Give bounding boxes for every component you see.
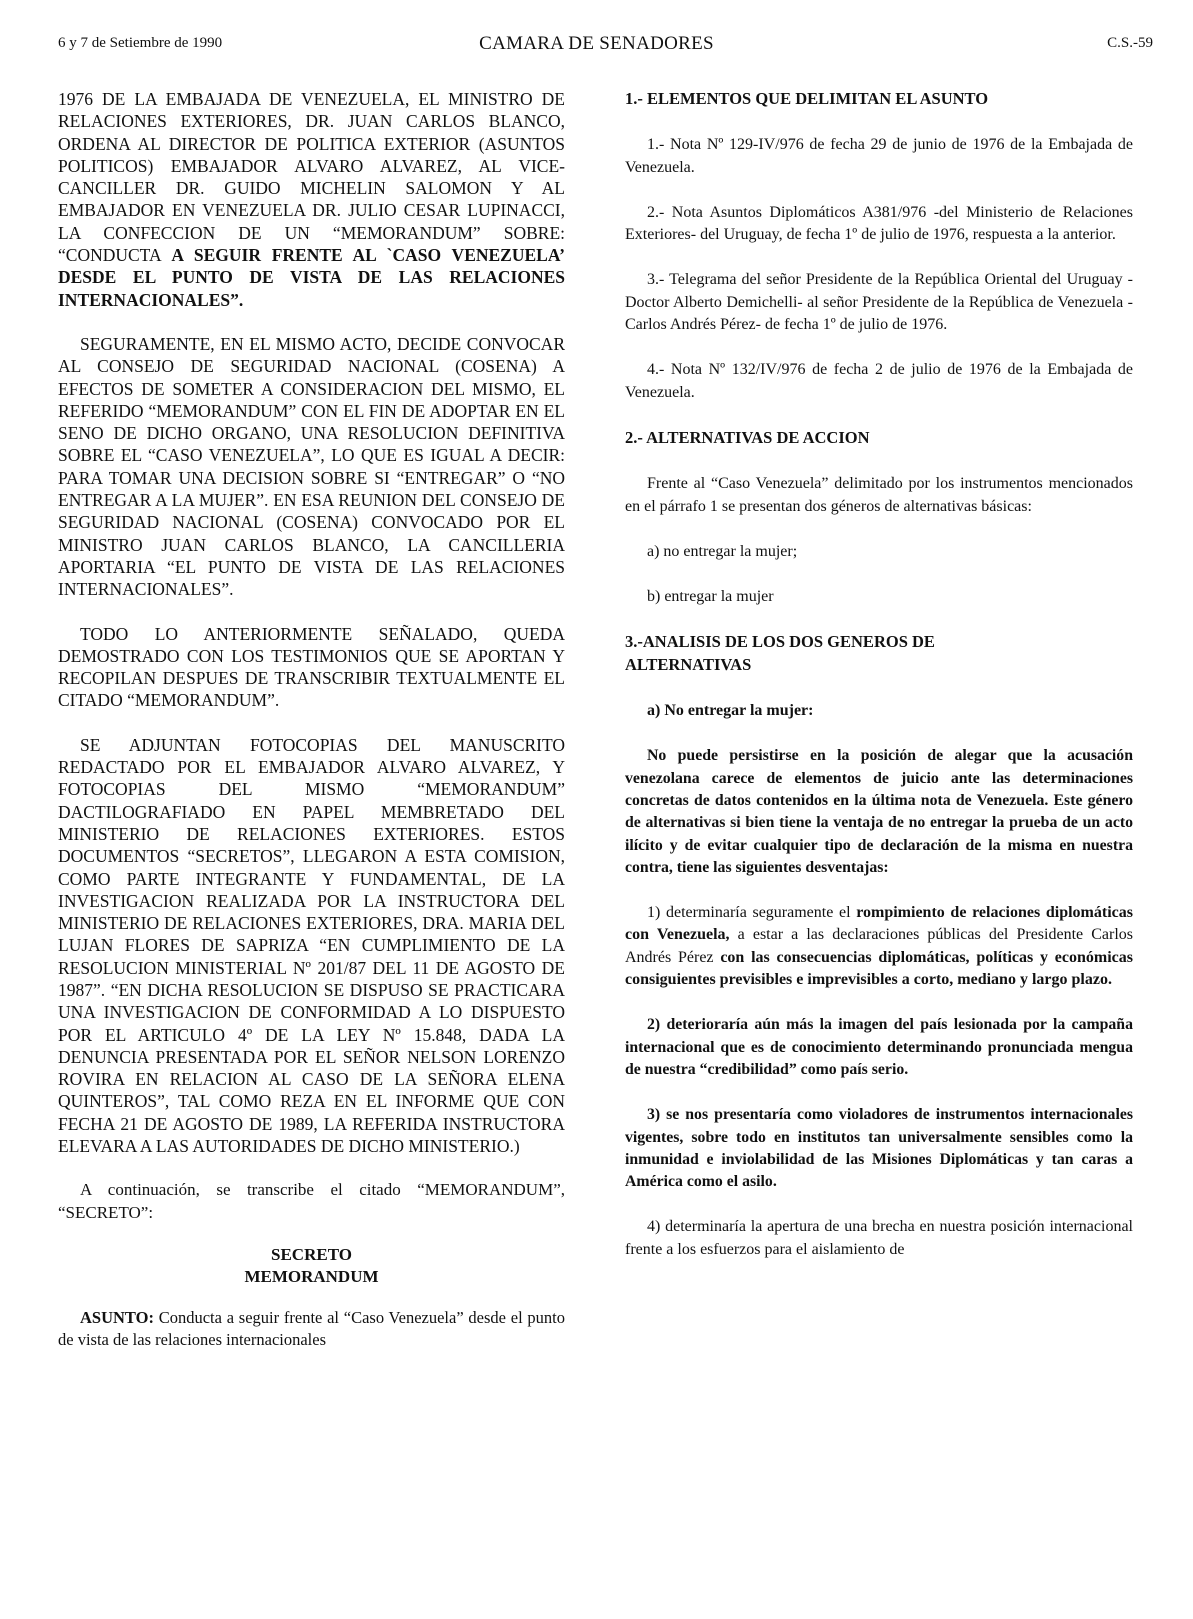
- asunto-label: ASUNTO:: [80, 1307, 154, 1327]
- left-column: [58, 88, 565, 1351]
- right-column: [625, 88, 1133, 1261]
- page-header: [0, 0, 1193, 60]
- asunto-text: Conducta a seguir frente al “Caso Venezuela” desde el punto de vista de las relaciones internacionales: [58, 1307, 565, 1349]
- disadvantage-1-bold-2: con las consecuencias diplomáticas, políticas y económicas consiguientes previsibles e imprevisibles a corto, mediano y largo plazo.: [625, 948, 1133, 989]
- paragraph-text: 1976 DE LA EMBAJADA DE VENEZUELA, EL MINISTRO DE RELACIONES EXTERIORES, DR. JUAN CARLOS BLANCO, ORDENA AL DIRECTOR DE POLITICA EXTERIOR (ASUNTOS POLITICOS) EMBAJADOR ALVARO ALVAREZ, AL VICE-CANCILLER DR. GUIDO MICHELIN SALOMON Y AL EMBAJADOR EN VENEZUELA DR. JULIO CESAR LUPINACCI, LA CONFECCION DE UN “MEMORANDUM” SOBRE: “CONDUCTA: [58, 89, 565, 266]
- header-date: 6 y 7 de Setiembre de 1990: [58, 35, 223, 51]
- alternative-b: b) entregar la mujer: [647, 588, 774, 606]
- disadvantage-1-text-2: a estar a las declaraciones públicas del Presidente Carlos Andrés Pérez: [625, 926, 1133, 966]
- disadvantage-1: [625, 902, 1133, 991]
- paragraph-no-entregar: No puede persistirse en la posición de alegar que la acusación venezolana carece de elementos de juicio ante las determinaciones concretas de datos contenidos en la última nota de Venezuela. Este género de alternativas si bien tiene la ventaja de no entregar la prueba de un acto ilícito y de evitar cualquier tipo de declaración de la misma en nuestra contra, tiene las siguientes desventajas:: [625, 747, 1133, 876]
- section-heading-1: 1.- ELEMENTOS QUE DELIMITAN EL ASUNTO: [625, 89, 989, 108]
- paragraph-cosena: SEGURAMENTE, EN EL MISMO ACTO, DECIDE CONVOCAR AL CONSEJO DE SEGURIDAD NACIONAL (COSENA) A EFECTOS DE SOMETER A CONSIDERACION DEL MISMO, EL REFERIDO “MEMORANDUM” CON EL FIN DE ADOPTAR EN EL SENO DE DICHO ORGANO, UNA RESOLUCION DEFINITIVA SOBRE EL “CASO VENEZUELA”, LO QUE ES IGUAL A DECIR: PARA TOMAR UNA DECISION SOBRE SI “ENTREGAR” O “NO ENTREGAR A LA MUJER”. EN ESA REUNION DEL CONSEJO DE SEGURIDAD NACIONAL (COSENA) CONVOCADO POR EL MINISTRO JUAN CARLOS BLANCO, LA CANCILLERIA APORTARIA “EL PUNTO DE VISTA DE LAS RELACIONES INTERNACIONALES”.: [58, 333, 565, 600]
- list-item: 4.- Nota Nº 132/IV/976 de fecha 2 de julio de 1976 de la Embajada de Venezuela.: [625, 361, 1133, 401]
- paragraph-testimonios: TODO LO ANTERIORMENTE SEÑALADO, QUEDA DEMOSTRADO CON LOS TESTIMONIOS QUE SE APORTAN Y RECOPILAN DESPUES DE TRANSCRIBIR TEXTUALMENTE EL CITADO “MEMORANDUM”.: [58, 623, 565, 711]
- header-page-number: C.S.-59: [1107, 35, 1153, 51]
- disadvantage-1-bold: rompimiento de relaciones diplomáticas con Venezuela,: [625, 904, 1133, 944]
- list-item: 1.- Nota Nº 129-IV/976 de fecha 29 de junio de 1976 de la Embajada de Venezuela.: [625, 136, 1133, 176]
- section-heading-3: 3.-ANALISIS DE LOS DOS GENEROS DE ALTERNATIVAS: [625, 632, 935, 674]
- subheading-no-entregar: a) No entregar la mujer:: [647, 702, 814, 720]
- paragraph-alternativas: Frente al “Caso Venezuela” delimitado por los instrumentos mencionados en el párrafo 1 se presentan dos géneros de alternativas básicas:: [625, 475, 1133, 515]
- section-heading-2: 2.- ALTERNATIVAS DE ACCION: [625, 427, 870, 447]
- disadvantage-1-text: 1) determinaría seguramente el: [647, 904, 857, 922]
- list-item: 2.- Nota Asuntos Diplomáticos A381/976 -del Ministerio de Relaciones Exteriores- del Uruguay, de fecha 1º de julio de 1976, respuesta a la anterior.: [625, 203, 1133, 244]
- paragraph-transcripcion: A continuación, se transcribe el citado “MEMORANDUM”, “SECRETO”:: [58, 1180, 565, 1222]
- list-item: 3.- Telegrama del señor Presidente de la República Oriental del Uruguay -Doctor Alberto Demichelli- al señor Presidente de la República de Venezuela -Carlos Andrés Pérez- de fecha 1º de julio de 1976.: [625, 271, 1133, 334]
- paragraph-memorandum-order: [58, 88, 565, 311]
- paragraph-bold-text: A SEGUIR FRENTE AL `CASO VENEZUELA’ DESDE EL PUNTO DE VISTA DE LAS RELACIONES INTERNACIONALES”.: [58, 245, 565, 310]
- disadvantage-3: 3) se nos presentaría como violadores de instrumentos internacionales vigentes, sobre todo en institutos tan universalmente sensibles como la inmunidad e inviolabilidad de las Misiones Diplomáticas y tan caras a América como el asilo.: [625, 1106, 1133, 1191]
- header-title: CAMARA DE SENADORES: [479, 33, 714, 54]
- secreto-heading: SECRETO: [271, 1244, 352, 1264]
- memorandum-heading: MEMORANDUM: [244, 1267, 379, 1287]
- disadvantage-2: 2) deterioraría aún más la imagen del país lesionada por la campaña internacional que es de conocimiento determinando pronunciada mengua de nuestra “credibilidad” como país serio.: [625, 1016, 1133, 1078]
- alternative-a: a) no entregar la mujer;: [647, 542, 798, 560]
- disadvantage-4: 4) determinaría la apertura de una brecha en nuestra posición internacional frente a los esfuerzos para el aislamiento de: [625, 1218, 1133, 1258]
- paragraph-fotocopias: SE ADJUNTAN FOTOCOPIAS DEL MANUSCRITO REDACTADO POR EL EMBAJADOR ALVARO ALVAREZ, Y FOTOCOPIAS DEL MISMO “MEMORANDUM” DACTILOGRAFIADO EN PAPEL MEMBRETADO DEL MINISTERIO DE RELACIONES EXTERIORES. ESTOS DOCUMENTOS “SECRETOS”, LLEGARON A ESTA COMISION, COMO PARTE INTEGRANTE Y FUNDAMENTAL, DE LA INVESTIGACION REALIZADA POR LA INSTRUCTORA DEL MINISTERIO DE RELACIONES EXTERIORES, DRA. MARIA DEL LUJAN FLORES DE SAPRIZA “EN CUMPLIMIENTO DE LA RESOLUCION MINISTERIAL Nº 201/87 DEL 11 DE AGOSTO DE 1987”. “EN DICHA RESOLUCION SE DISPUSO SE PRACTICARA UNA INVESTIGACION DE CONFORMIDAD A LO DISPUESTO POR EL ARTICULO 4º DE LA LEY Nº 15.848, DADA LA DENUNCIA PRESENTADA POR EL SEÑOR NELSON LORENZO ROVIRA EN RELACION AL CASO DE LA SEÑORA ELENA QUINTEROS”, TAL COMO REZA EN EL INFORME QUE CON FECHA 21 DE AGOSTO DE 1989, LA REFERIDA INSTRUCTORA ELEVARA A LAS AUTORIDADES DE DICHO MINISTERIO.): [58, 734, 565, 1157]
- asunto-line: [58, 1307, 565, 1352]
